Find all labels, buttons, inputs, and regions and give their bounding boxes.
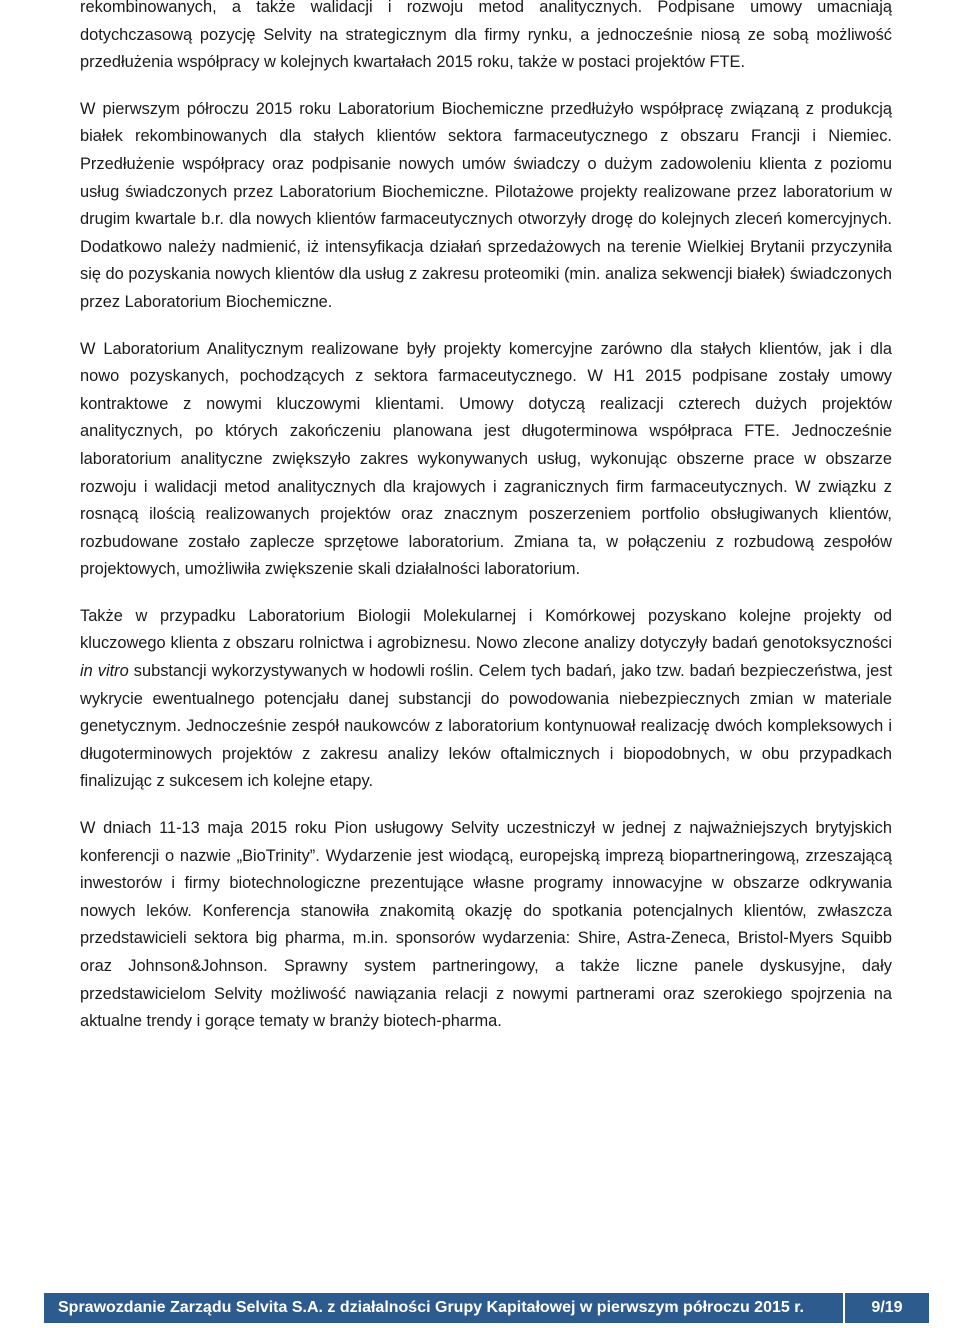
- page-footer: [44, 1293, 929, 1323]
- paragraph-2: W pierwszym półroczu 2015 roku Laboratorium Biochemiczne przedłużyło współpracę związaną z produkcją białek rekombinowanych dla stałych klientów sektora farmaceutycznego z obszaru Francji i Niemiec. Przedłużenie współpracy oraz podpisanie nowych umów świadczy o dużym zadowoleniu klienta z poziomu usług świadczonych przez Laboratorium Biochemiczne. Pilotażowe projekty realizowane przez laboratorium w drugim kwartale b.r. dla nowych klientów farmaceutycznych otworzyły drogę do kolejnych zleceń komercyjnych. Dodatkowo należy nadmienić, iż intensyfikacja działań sprzedażowych na terenie Wielkiej Brytanii przyczyniła się do pozyskania nowych klientów dla usług z zakresu proteomiki (min. analiza sekwencji białek) świadczonych przez Laboratorium Biochemiczne.: [80, 99, 892, 311]
- paragraph-5: W dniach 11-13 maja 2015 roku Pion usługowy Selvity uczestniczył w jednej z najważniejszych brytyjskich konferencji o nazwie „BioTrinity”. Wydarzenie jest wiodącą, europejską imprezą biopartneringową, zrzeszającą inwestorów i firmy biotechnologiczne prezentujące własne programy innowacyjne w obszarze odkrywania nowych leków. Konferencja stanowiła znakomitą okazję do spotkania potencjalnych klientów, zwłaszcza przedstawicieli sektora big pharma, m.in. sponsorów wydarzenia: Shire, Astra-Zeneca, Bristol-Myers Squibb oraz Johnson&Johnson. Sprawny system partneringowy, a także liczne panele dyskusyjne, dały przedstawicielom Selvity możliwość nawiązania relacji z nowymi partnerami oraz szerokiego spojrzenia na aktualne trendy i gorące tematy w branży biotech-pharma.: [80, 819, 892, 1031]
- page-number: 9/19: [871, 1299, 903, 1316]
- footer-title: Sprawozdanie Zarządu Selvita S.A. z działalności Grupy Kapitałowej w pierwszym półroczu 2015 r.: [58, 1299, 804, 1316]
- paragraph-4-text-b: substancji wykorzystywanych w hodowli roślin. Celem tych badań, jako tzw. badań bezpieczeństwa, jest wykrycie ewentualnego potencjału danej substancji do powodowania niebezpiecznych zmian w materiale genetycznym. Jednocześnie zespół naukowców z laboratorium kontynuował realizację dwóch kompleksowych i długoterminowych projektów z zakresu analizy leków oftalmicznych i biopodobnych, w obu przypadkach finalizując z sukcesem ich kolejne etapy.: [80, 662, 893, 791]
- document-body: [80, 0, 892, 1036]
- paragraph-3: W Laboratorium Analitycznym realizowane były projekty komercyjne zarówno dla stałych klientów, jak i dla nowo pozyskanych, pochodzących z sektora farmaceutycznego. W H1 2015 podpisane zostały umowy kontraktowe z nowymi kluczowymi klientami. Umowy dotyczą realizacji czterech dużych projektów analitycznych, po których zakończeniu planowana jest długoterminowa współpraca FTE. Jednocześnie laboratorium analityczne zwiększyło zakres wykonywanych usług, wykonując obszerne prace w obszarze rozwoju i walidacji metod analitycznych dla krajowych i zagranicznych firm farmaceutycznych. W związku z rosnącą ilością realizowanych projektów oraz znacznym poszerzeniem portfolio obsługiwanych klientów, rozbudowane zostało zaplecze sprzętowe laboratorium. Zmiana ta, w połączeniu z rozbudową zespołów projektowych, umożliwiła zwiększenie skali działalności laboratorium.: [80, 339, 892, 579]
- paragraph-4-text-a: Także w przypadku Laboratorium Biologii Molekularnej i Komórkowej pozyskano kolejne projekty od kluczowego klienta z obszaru rolnictwa i agrobiznesu. Nowo zlecone analizy dotyczyły badań genotoksyczności: [80, 606, 892, 653]
- paragraph-4-italic-term: in vitro: [80, 662, 129, 681]
- paragraph-4: [80, 603, 892, 796]
- paragraph-1: rekombinowanych, a także walidacji i rozwoju metod analitycznych. Podpisane umowy umacniają dotychczasową pozycję Selvity na strategicznym dla firmy rynku, a jednocześnie niosą ze sobą możliwość przedłużenia współpracy w kolejnych kwartałach 2015 roku, także w postaci projektów FTE.: [80, 0, 892, 72]
